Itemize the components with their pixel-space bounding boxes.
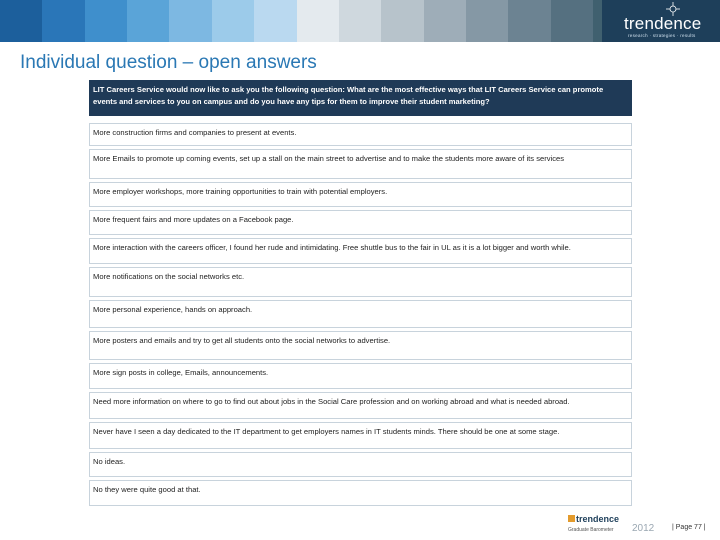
trendence-logo: [602, 0, 720, 42]
answer-row: No ideas.: [89, 452, 632, 477]
header-color-swatch: [424, 0, 466, 42]
header-color-swatch: [297, 0, 339, 42]
header-color-swatch: [381, 0, 423, 42]
answer-row: More frequent fairs and more updates on a Facebook page.: [89, 210, 632, 235]
header-color-swatch: [254, 0, 296, 42]
footer-logo-mark-icon: [568, 515, 575, 522]
answer-row: More employer workshops, more training opportunities to train with potential employers.: [89, 182, 632, 207]
answer-row: More posters and emails and try to get all students onto the social networks to advertise.: [89, 331, 632, 360]
header-color-swatch: [0, 0, 42, 42]
page-number: | Page 77 |: [672, 524, 706, 531]
answer-row: More construction firms and companies to present at events.: [89, 123, 632, 146]
header-color-swatch: [212, 0, 254, 42]
logo-text: trendence: [624, 14, 702, 33]
header-color-swatch: [508, 0, 550, 42]
logo-tagline: research · strategies · results: [628, 33, 696, 38]
answer-row: More notifications on the social networks etc.: [89, 267, 632, 297]
header-color-swatch: [466, 0, 508, 42]
header-color-swatch: [339, 0, 381, 42]
footer-logo-subtitle: Graduate Barometer: [568, 527, 614, 533]
footer-logo-text: trendence: [576, 514, 620, 524]
header-color-swatch: [127, 0, 169, 42]
question-header: LIT Careers Service would now like to ask you the following question: What are the most effective ways that LIT Careers Service can promote events and services to you on campus and do you have any tips for them to improve their student marketing?: [89, 80, 632, 116]
footer-logo: [566, 512, 655, 536]
answer-row: More interaction with the careers officer, I found her rude and intimidating. Free shuttle bus to the fair in UL as it is a lot bigger and worth while.: [89, 238, 632, 264]
answer-row: More personal experience, hands on approach.: [89, 300, 632, 328]
slide-title: Individual question – open answers: [20, 52, 317, 73]
header-color-swatch: [85, 0, 127, 42]
header-color-swatch: [169, 0, 211, 42]
answer-row: Need more information on where to go to find out about jobs in the Social Care profession and on working abroad and what is needed abroad.: [89, 392, 632, 419]
answer-row: No they were quite good at that.: [89, 480, 632, 506]
answer-row: More sign posts in college, Emails, announcements.: [89, 363, 632, 389]
answer-row: More Emails to promote up coming events, set up a stall on the main street to advertise and to make the students more aware of its services: [89, 149, 632, 179]
header-color-swatch: [42, 0, 84, 42]
header-color-swatch: [551, 0, 593, 42]
answer-row: Never have I seen a day dedicated to the IT department to get employers names in IT students minds. There should be one at some stage.: [89, 422, 632, 449]
footer-year: 2012: [632, 523, 655, 534]
